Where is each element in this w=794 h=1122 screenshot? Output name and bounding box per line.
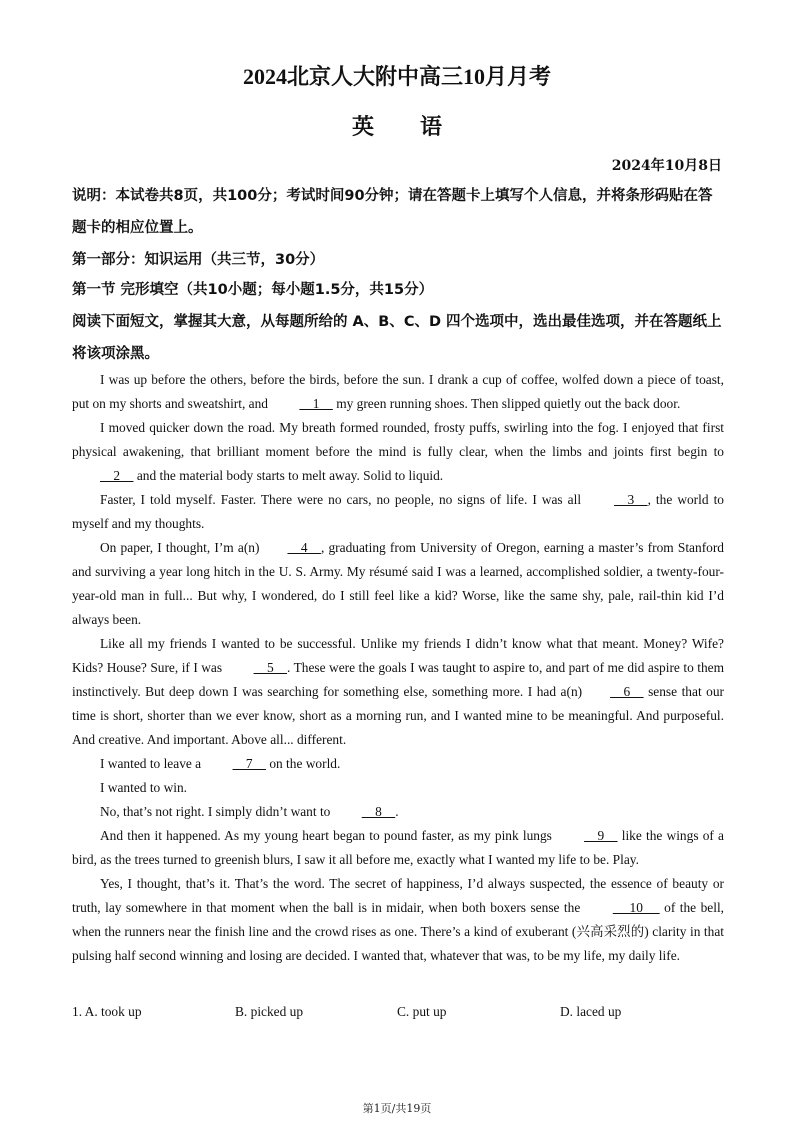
paragraph: Like all my friends I wanted to be successful. Unlike my friends I didn’t know what that meant. Money? Wife? Kids? House? Sure, if I was 5 . These were the goals I was taught to aspire to, and part of me did aspire to them instinctively. But deep down I was searching for something else, something more. I had a(n) 6 sense that our time is short, shorter than we ever know, short as a morning run, and I wanted mine to be meaningful. And purposeful. And creative. And important. Above all... different. [72, 636, 725, 747]
blank-1: 1 [299, 396, 333, 411]
page-number: 第1页/共19页 [362, 1102, 432, 1115]
option-b: B. picked up [235, 1004, 304, 1019]
instructions-note: 说明：本试卷共8页，共100分；考试时间90分钟；请在答题卡上填写个人信息，并将条形码贴在答题卡的相应位置上。 [72, 188, 713, 236]
blank-5: 5 [253, 660, 288, 675]
cloze-passage [72, 368, 724, 968]
paragraph: I was up before the others, before the birds, before the sun. I drank a cup of coffee, wolfed down a piece of toast, put on my shorts and sweatshirt, and 1 my green running shoes. Then slipped quietly out the back door. [72, 368, 724, 416]
blank-3: 3 [614, 492, 648, 507]
blank-4: 4 [287, 540, 321, 555]
paragraph: I wanted to leave a 7 on the world. [72, 752, 724, 776]
paragraph: I wanted to win. [100, 780, 188, 795]
question-1-options [72, 1000, 724, 1024]
paragraph: Yes, I thought, that’s it. That’s the word. The secret of happiness, I’d always suspected, the essence of beauty or truth, lay somewhere in that moment when the ball is in midair, when both boxers sense the 10 of the bell, when the runners near the finish line and the crowd rises as one. There’s a kind of exuberant (兴高采烈的) clarity in that pulsing half second winning and losing are decided. I wanted that, whatever that was, to be my life, my daily life. [72, 876, 725, 963]
option-d: D. laced up [560, 1004, 622, 1019]
blank-8: 8 [361, 804, 396, 819]
blank-6: 6 [610, 684, 644, 699]
blank-10: 10 [612, 900, 660, 915]
blank-7: 7 [232, 756, 266, 771]
paragraph: No, that’s not right. I simply didn’t want to 8 . [72, 800, 724, 824]
part-heading: 第一部分：知识运用（共三节，30分） [72, 252, 325, 268]
directions: 阅读下面短文，掌握其大意，从每题所给的 A、B、C、D 四个选项中，选出最佳选项，并在答题纸上将该项涂黑。 [72, 314, 722, 362]
blank-2: 2 [100, 468, 134, 483]
paragraph: On paper, I thought, I’m a(n) 4 , graduating from University of Oregon, earning a master’s from Stanford and surviving a year long hitch in the U. S. Army. My résumé said I was a learned, accomplished soldier, a twenty-four-year-old man in full... But why, I wondered, do I still feel like a kid? Worse, like the same shy, pale, rail-thin kid I’d always been. [72, 536, 724, 632]
exam-date: 2024年10月8日 [611, 158, 722, 174]
blank-9: 9 [584, 828, 618, 843]
paragraph: Faster, I told myself. Faster. There were no cars, no people, no signs of life. I was all 3 , the world to myself and my thoughts. [72, 488, 724, 536]
paragraph: And then it happened. As my young heart began to pound faster, as my pink lungs 9 like the wings of a bird, as the trees turned to greenish blurs, I saw it all before me, exactly what I wanted my life to be. Play. [72, 824, 724, 872]
subject-title: 英语 [351, 114, 488, 140]
option-a: 1. A. took up [72, 1004, 142, 1019]
option-c: C. put up [397, 1004, 447, 1019]
section-heading: 第一节 完形填空（共10小题；每小题1.5分，共15分） [72, 282, 434, 298]
paragraph: I moved quicker down the road. My breath formed rounded, frosty puffs, swirling into the fog. I enjoyed that first physical awakening, that brilliant moment before the mind is fully clear, when the limbs and joints first begin to 2 and the material body starts to melt away. Solid to liquid. [72, 416, 724, 488]
exam-title: 2024北京人大附中高三10月月考 [242, 64, 551, 89]
